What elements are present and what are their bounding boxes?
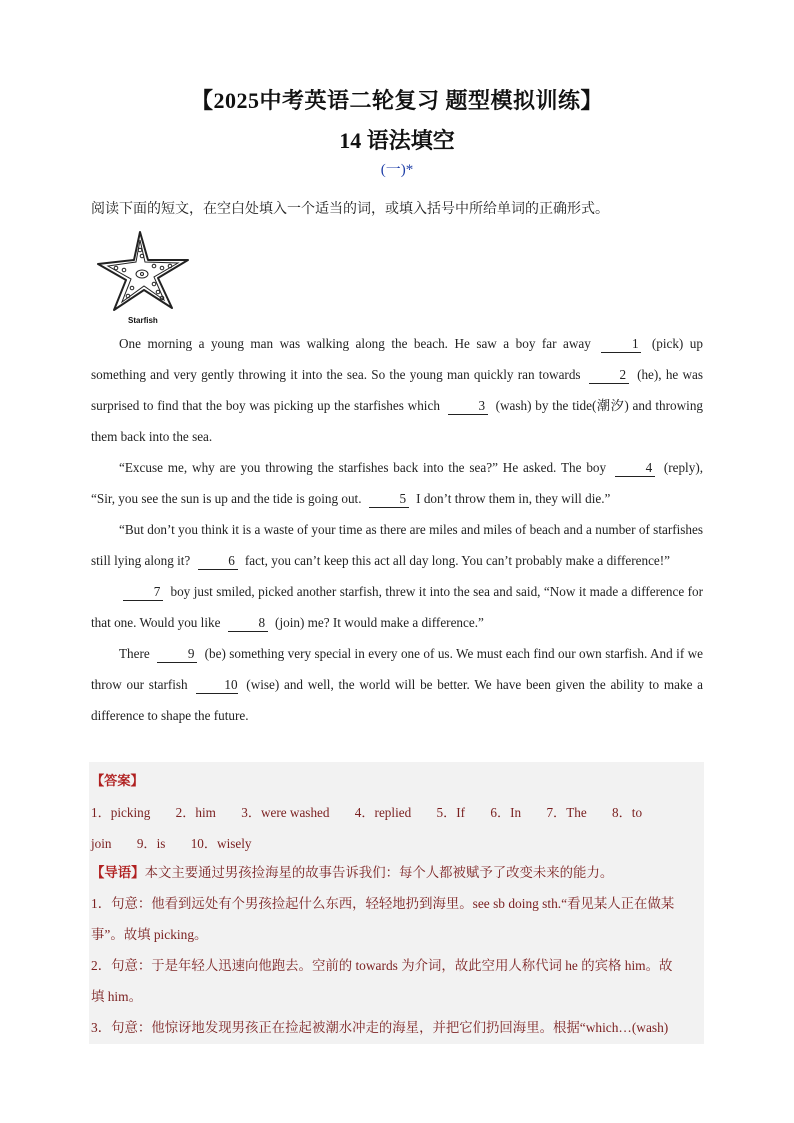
answer-items-line-2 — [91, 833, 703, 852]
page-subtitle: 14 语法填空 — [339, 128, 455, 153]
passage-paragraph-3: “But don’t you think it is a waste of your time as there are miles and miles of beach and a number of starfishes still lying along it? 6 fact, you can’t keep this act all day long. You can’t probably make a difference!” — [91, 522, 703, 568]
answer-item: 1．picking — [91, 805, 151, 820]
passage-paragraph-1: One morning a young man was walking along the beach. He saw a boy far away 1 (pick) up something and very gently throwing it into the sea. So the young man quickly ran towards 2 (he), he was surprised to find that the boy was picking up the starfishes which 3 (wash) by the tide(潮汐) and throwing them back into the sea. — [91, 336, 704, 444]
section-mark: (一)* — [380, 162, 414, 178]
blank-4[interactable]: 4 — [615, 460, 655, 477]
analysis-line: 1．句意：他看到远处有个男孩捡起什么东西，轻轻地扔到海里。see sb doing sth.“看见某人正在做某 — [91, 896, 675, 911]
analysis-line: 3．句意：他惊讶地发现男孩正在捡起被潮水冲走的海星，并把它们扔回海里。根据“which…(wash) — [91, 1020, 669, 1035]
answer-label-line — [91, 770, 703, 789]
page-title: 【2025中考英语二轮复习 题型模拟训练】 — [190, 88, 603, 113]
passage-paragraph-2: “Excuse me, why are you throwing the starfishes back into the sea?” He asked. The boy 4 (reply), “Sir, you see the sun is up and the tide is going out. 5 I don’t throw them in, they will die.” — [91, 460, 704, 506]
answer-item: 2．him — [175, 805, 216, 820]
answer-item: 9．is — [136, 836, 166, 851]
answer-label: 【答案】 — [91, 773, 144, 788]
analysis-label: 【导语】 — [91, 865, 145, 880]
answer-item: 10．wisely — [190, 836, 252, 851]
blank-2[interactable]: 2 — [589, 367, 629, 384]
blank-9[interactable]: 9 — [157, 646, 197, 663]
blank-1[interactable]: 1 — [601, 336, 641, 353]
answer-item: 4．replied — [354, 805, 412, 820]
blank-10[interactable]: 10 — [196, 677, 237, 694]
passage-paragraph-5: There 9 (be) something very special in every one of us. We must each find our own starfish. And if we throw our starfish 10 (wise) and well, the world will be better. We have been given the ability to make a difference to shape the future. — [91, 646, 704, 723]
answer-item: 8．to — [612, 805, 643, 820]
starfish-illustration — [92, 226, 196, 326]
answer-items-line — [91, 802, 703, 821]
analysis-intro-line — [91, 857, 703, 888]
analysis-intro: 本文主要通过男孩捡海星的故事告诉我们：每个人都被赋予了改变未来的能力。 — [144, 865, 614, 880]
answer-item: 6．In — [490, 805, 522, 820]
instructions: 阅读下面的短文，在空白处填入一个适当的词，或填入括号中所给单词的正确形式。 — [91, 202, 609, 217]
starfish-caption: Starfish — [128, 316, 158, 325]
answer-item: 7．The — [546, 805, 587, 820]
answer-item: 3．were washed — [241, 805, 330, 820]
answer-item: 5．If — [436, 805, 466, 820]
blank-7[interactable]: 7 — [123, 584, 163, 601]
analysis-line: 填 him。 — [91, 989, 142, 1004]
analysis-line: 事”。故填 picking。 — [91, 927, 208, 942]
analysis-line: 2．句意：于是年轻人迅速向他跑去。空前的 towards 为介词，故此空用人称代词 he 的宾格 him。故 — [91, 958, 673, 973]
blank-8[interactable]: 8 — [228, 615, 268, 632]
passage-paragraph-4: 7 boy just smiled, picked another starfish, threw it into the sea and said, “Now it made a difference for that one. Would you like 8 (join) me? It would make a difference.” — [91, 584, 704, 630]
passage — [91, 328, 703, 731]
blank-3[interactable]: 3 — [448, 398, 488, 415]
blank-6[interactable]: 6 — [198, 553, 238, 570]
answer-item: join — [91, 836, 112, 851]
blank-5[interactable]: 5 — [369, 491, 409, 508]
